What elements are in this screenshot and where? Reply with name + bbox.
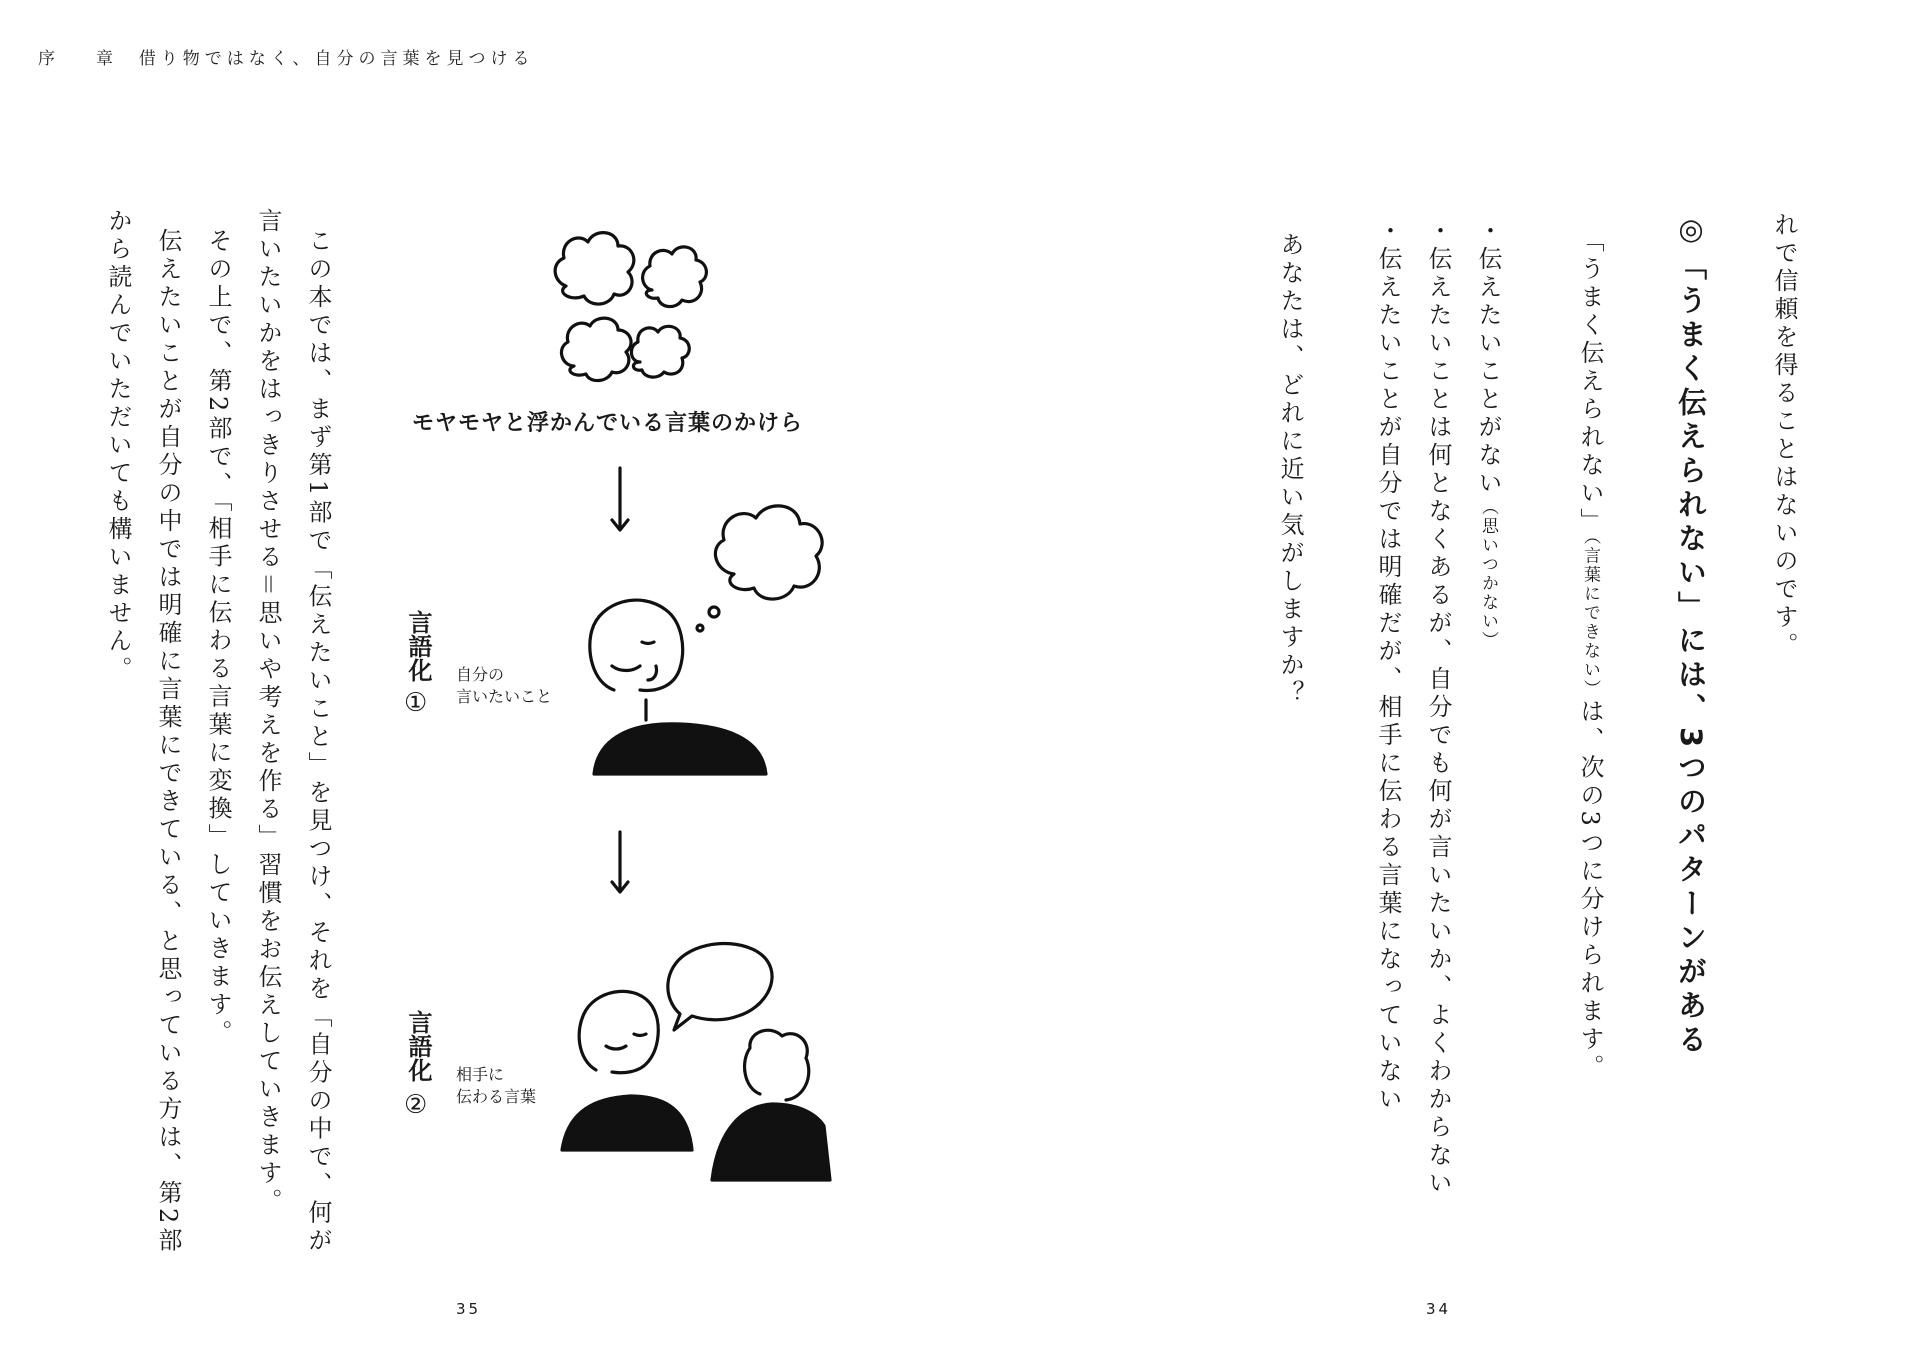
right-line-1: れで信頼を得ることはないのです。 (1770, 212, 1798, 660)
person-head-icon (745, 1030, 809, 1100)
person-body-icon (562, 1096, 692, 1150)
left-line-3: その上で、第2部で、「相手に伝わる言葉に変換」していきます。 (204, 228, 232, 1048)
right-line-2-b: は、次の3つに分けられます。 (1576, 698, 1604, 1082)
right-line-2-note: （言葉にできない） (1580, 536, 1600, 699)
step1-note-line2: 言いたいこと (456, 687, 553, 706)
step1-note-line1: 自分の (456, 665, 505, 684)
step2-note-line1: 相手に (456, 1065, 505, 1084)
step1-label: 言語化 (404, 610, 432, 682)
page-number-right: 34 (1426, 1300, 1452, 1318)
chapter-marker-2: 章 (96, 49, 118, 69)
chapter-title: 借り物ではなく、自分の言葉を見つける (138, 49, 535, 69)
left-line-4: 伝えたいことが自分の中では明確に言葉にできている、と思っている方は、第2部 (154, 228, 182, 1256)
left-line-1: この本では、まず第1部で「伝えたいこと」を見つけ、それを「自分の中で、何が (304, 228, 332, 1256)
cloud-icon (643, 247, 707, 307)
person-body-icon (594, 724, 766, 774)
thought-dot (709, 607, 719, 617)
bullet-1-text: ・伝えたいことがない (1474, 218, 1502, 498)
person-head-icon (579, 991, 658, 1072)
person-body-icon (712, 1104, 830, 1180)
chapter-marker: 序 (38, 49, 60, 69)
person-head-icon (590, 600, 683, 690)
page-number-left: 35 (456, 1300, 482, 1318)
figure-caption: モヤモヤと浮かんでいる言葉のかけら (412, 411, 804, 436)
thought-dot (697, 625, 703, 631)
bullet-1-note: （思いつかない） (1478, 498, 1498, 650)
right-line-2-a: 「うまく伝えられない」 (1576, 228, 1604, 536)
left-line-2: 言いたいかをはっきりさせる＝思いや考えを作る」習慣をお伝えしていきます。 (254, 208, 282, 1216)
left-line-5: から読んでいただいても構いません。 (104, 208, 132, 684)
step1-number: ① (404, 688, 428, 718)
step2-note (456, 1064, 536, 1108)
bullet-3: ・伝えたいことが自分では明確だが、相手に伝わる言葉になっていない (1374, 218, 1402, 1114)
cloud-icon (561, 318, 631, 380)
step2-note-line2: 伝わる言葉 (456, 1087, 537, 1106)
cloud-icon (631, 326, 689, 377)
section-heading: ◎「うまく伝えられない」には、3つのパターンがある (1674, 212, 1708, 1059)
question-line: あなたは、どれに近い気がしますか？ (1276, 232, 1304, 708)
step2-label: 言語化 (404, 1010, 432, 1082)
bullet-2: ・伝えたいことは何となくあるが、自分でも何が言いたいか、よくわからない (1424, 218, 1452, 1198)
step1-note (456, 664, 552, 708)
speech-bubble-icon (668, 944, 772, 1030)
cloud-icon (555, 233, 634, 304)
thought-cloud-icon (715, 506, 822, 599)
step2-number: ② (404, 1090, 428, 1120)
